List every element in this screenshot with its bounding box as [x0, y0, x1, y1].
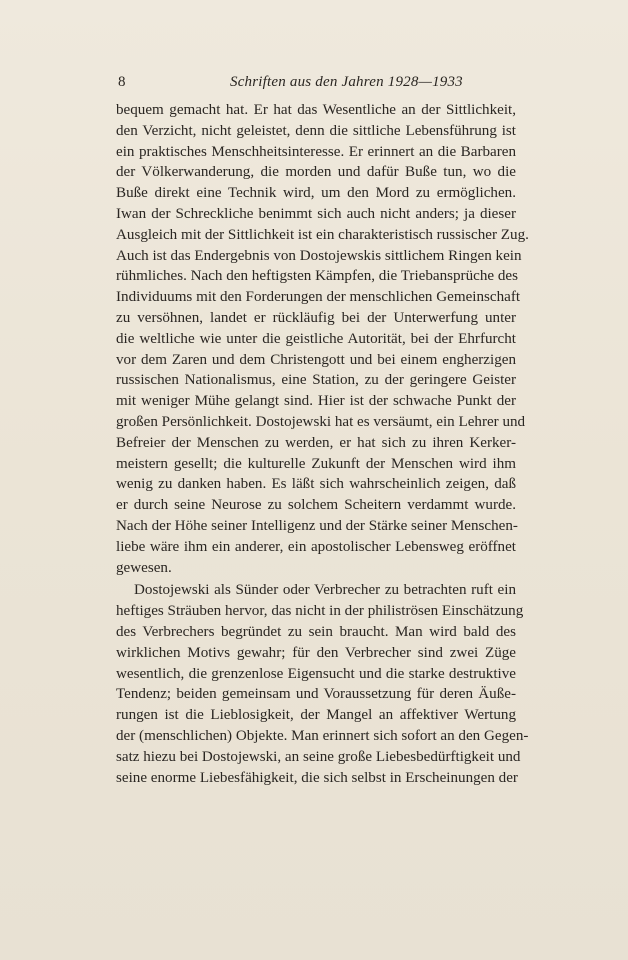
text-line: Tendenz; beiden gemeinsam und Voraussetzung für deren Äuße- [116, 686, 516, 703]
text-line: wesentlich, die grenzenlose Eigensucht und die starke destruktive [116, 665, 516, 682]
text-line: wirklichen Motivs gewahr; für den Verbrecher sind zwei Züge [116, 644, 516, 661]
text-line: liebe wäre ihm ein anderer, ein apostolischer Lebensweg eröffnet [116, 538, 516, 555]
text-line: ein praktisches Menschheitsinteresse. Er erinnert an die Barbaren [116, 143, 516, 160]
text-line: Auch ist das Endergebnis von Dostojewskis sittlichem Ringen kein [116, 247, 522, 264]
text-line: Ausgleich mit der Sittlichkeit ist ein charakteristisch russischer Zug. [116, 226, 529, 243]
text-line: russischen Nationalismus, eine Station, zu der geringere Geister [116, 372, 516, 389]
text-line: rühmliches. Nach den heftigsten Kämpfen, die Triebansprüche des [116, 268, 518, 285]
text-line: des Verbrechers begründet zu sein braucht. Man wird bald des [116, 623, 516, 640]
text-line: rungen ist die Lieblosigkeit, der Mangel an affektiver Wertung [116, 707, 516, 724]
text-line: gewesen. [116, 559, 172, 576]
text-line: der (menschlichen) Objekte. Man erinnert sich sofort an den Gegen- [116, 727, 529, 744]
text-line: den Verzicht, nicht geleistet, denn die sittliche Lebensführung ist [116, 122, 516, 139]
text-line: heftiges Sträuben hervor, das nicht in der philiströsen Einschätzung [116, 603, 524, 620]
body-text [116, 100, 529, 788]
text-line: er durch seine Neurose zu solchem Scheitern verdammt wurde. [116, 497, 516, 514]
text-line: mit weniger Mühe gelangt sind. Hier ist der schwache Punkt der [116, 393, 516, 410]
text-line: Iwan der Schreckliche benimmt sich auch nicht anders; ja dieser [116, 205, 516, 222]
text-line: vor dem Zaren und dem Christengott und bei einem engherzigen [116, 351, 516, 368]
paragraph-1 [116, 100, 529, 578]
running-head [118, 72, 514, 92]
text-line: Buße direkt eine Technik wird, um den Mord zu ermöglichen. [116, 185, 516, 202]
text-line: bequem gemacht hat. Er hat das Wesentliche an der Sittlichkeit, [116, 102, 516, 118]
running-title: Schriften aus den Jahren 1928—1933 [230, 74, 463, 90]
text-line: meistern gesellt; die kulturelle Zukunft der Menschen wird ihm [116, 455, 516, 472]
text-line: Individuums mit den Forderungen der menschlichen Gemeinschaft [116, 289, 521, 306]
paragraph-2 [116, 580, 529, 788]
text-line: die weltliche wie unter die geistliche Autorität, bei der Ehrfurcht [116, 330, 516, 347]
text-line: satz hiezu bei Dostojewski, an seine große Liebesbedürftigkeit und [116, 748, 521, 765]
text-line: der Völkerwanderung, die morden und dafür Buße tun, wo die [116, 164, 516, 181]
text-line: großen Persönlichkeit. Dostojewski hat es versäumt, ein Lehrer und [116, 413, 526, 430]
page-number: 8 [118, 74, 126, 90]
text-line: seine enorme Liebesfähigkeit, die sich selbst in Erscheinungen der [116, 769, 518, 786]
text-line: Nach der Höhe seiner Intelligenz und der Stärke seiner Menschen- [116, 517, 518, 534]
text-line: wenig zu danken haben. Es läßt sich wahrscheinlich zeigen, daß [116, 476, 516, 493]
text-line: Befreier der Menschen zu werden, er hat sich zu ihren Kerker- [116, 434, 516, 451]
text-line: Dostojewski als Sünder oder Verbrecher zu betrachten ruft ein [134, 582, 516, 599]
text-line: zu versöhnen, landet er rückläufig bei der Unterwerfung unter [116, 309, 516, 326]
